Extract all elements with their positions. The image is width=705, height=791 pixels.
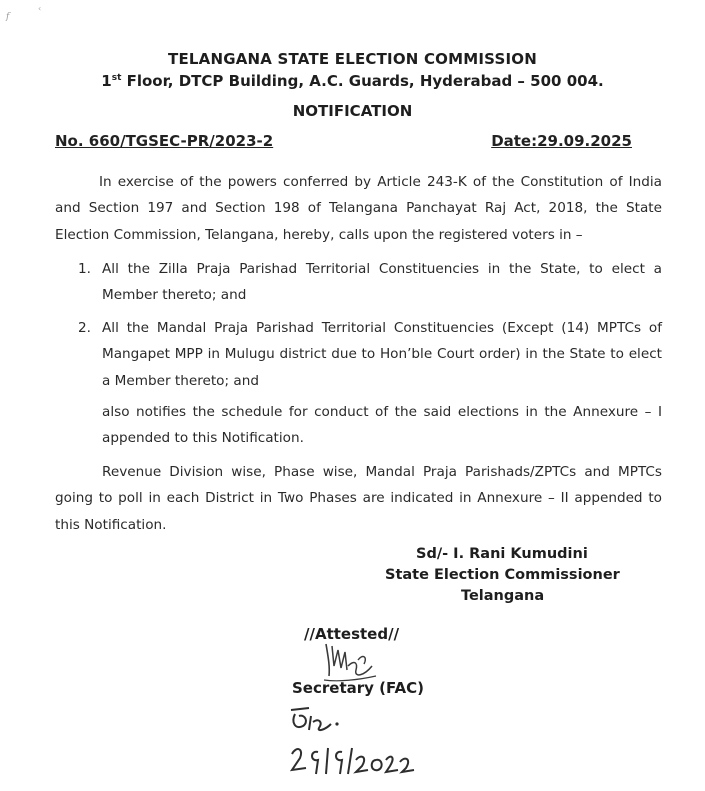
paragraph-intro-text: In exercise of the powers conferred by Article 243-K of the Constitution of India and Section 197 and Section 198 of Telangana Panchayat Raj Act, 2018, the State Election Commission, Telangana, hereby, calls upon the registered voters in – — [55, 174, 662, 243]
notification-number: No. 660/TGSEC-PR/2023-2 — [55, 132, 274, 150]
org-address — [0, 72, 705, 90]
list-item — [78, 315, 662, 394]
list-item-number: 2. — [78, 320, 91, 336]
list-item-number: 1. — [78, 261, 91, 277]
signatory-title: State Election Commissioner — [385, 567, 620, 583]
signatory-name: Sd/- I. Rani Kumudini — [416, 546, 588, 562]
list-item-text: All the Mandal Praja Parishad Territorial Constituencies (Except (14) MPTCs of Mangapet MPP in Mulugu district due to Hon’ble Court order) in the State to elect a Member thereto; and — [102, 320, 662, 389]
paragraph-intro — [55, 169, 662, 248]
attested-label: //Attested// — [304, 625, 400, 643]
notification-heading: NOTIFICATION — [292, 102, 413, 120]
list-item-text: All the Zilla Praja Parishad Territorial Constituencies in the State, to elect a Member thereto; and — [102, 261, 662, 304]
handwritten-date-icon — [288, 740, 418, 780]
corner-dot: ‹ — [38, 4, 42, 13]
paragraph-continuation: also notifies the schedule for conduct of the said elections in the Annexure – I appended to this Notification. — [102, 404, 662, 447]
corner-mark: f — [6, 12, 10, 22]
secretary-role: Secretary (FAC) — [292, 679, 424, 697]
org-title: TELANGANA STATE ELECTION COMMISSION — [168, 50, 537, 68]
notification-date: Date:29.09.2025 — [491, 132, 632, 150]
paragraph-annexure-text: Revenue Division wise, Phase wise, Mandal Praja Parishads/ZPTCs and MPTCs going to poll in each District in Two Phases are indicated in Annexure – II appended to this Notification. — [55, 464, 662, 533]
handwritten-signature-icon — [285, 700, 355, 738]
address-floor-sup: st — [111, 73, 122, 83]
list-item — [78, 256, 662, 309]
signatory-place: Telangana — [461, 588, 545, 604]
paragraph-annexure — [55, 459, 662, 538]
address-rest: Floor, DTCP Building, A.C. Guards, Hyderabad – 500 004. — [121, 72, 604, 90]
address-floor-num: 1 — [101, 72, 112, 90]
